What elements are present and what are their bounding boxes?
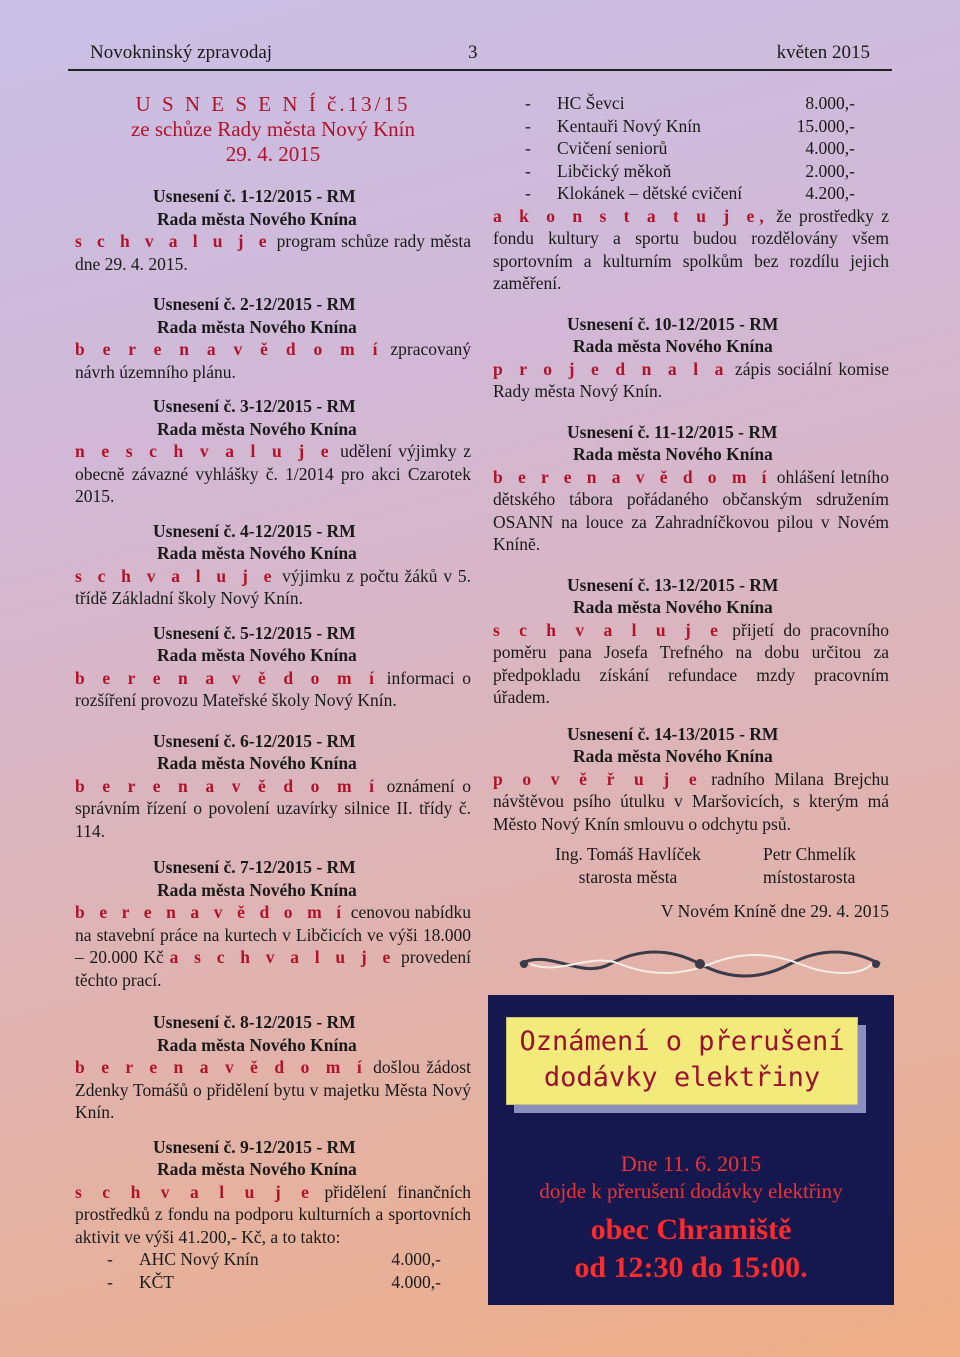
notice-title-card — [506, 1017, 858, 1105]
grant-list — [75, 1248, 471, 1293]
resolution-body: Rada města Nového Knína — [157, 208, 357, 229]
resolution-verb: b e r e n a v ě d o m í — [75, 339, 383, 359]
resolution-verb: b e r e n a v ě d o m í — [75, 1057, 367, 1077]
resolution-verb: s c h v a l u j e — [75, 1181, 314, 1202]
resolution-number: Usnesení č. 7-12/2015 - RM — [153, 857, 356, 877]
publication-name: Novokninský zpravodaj — [90, 42, 273, 63]
title-line1: U S N E S E N Í č.13/15 — [135, 92, 411, 116]
resolution-body: Rada města Nového Knína — [157, 316, 357, 337]
list-name: Libčický měkoň — [557, 160, 672, 181]
list-dash: - — [107, 1271, 113, 1292]
resolution-body: Rada města Nového Knína — [157, 879, 357, 900]
resolution-title — [75, 92, 471, 167]
resolution-text: výjimku z počtu žáků v 5. třídě Základní školy Nový Knín. — [75, 565, 471, 608]
list-item — [493, 92, 889, 115]
resolution-verb: p r o j e d n a l a — [493, 358, 729, 379]
notice-message: dojde k přerušení dodávky elektřiny — [539, 1179, 843, 1203]
resolution-verb: b e r e n a v ě d o m í — [493, 466, 772, 487]
resolution-body: Rada města Nového Knína — [157, 1159, 357, 1179]
resolution-number: Usnesení č. 6-12/2015 - RM — [153, 730, 356, 751]
resolution-text: zpracovaný návrh územního plánu. — [75, 339, 471, 382]
resolution-verb-2: a s c h v a l u j e — [169, 947, 396, 967]
list-name: Kentauři Nový Knín — [557, 115, 701, 136]
signature-name: Ing. Tomáš Havlíček — [555, 844, 701, 864]
resolution-number: Usnesení č. 8-12/2015 - RM — [153, 1012, 356, 1032]
resolution-verb: s c h v a l u j e — [75, 231, 272, 251]
resolution-body: Rada města Nového Knína — [573, 597, 773, 617]
resolution-verb: n e s c h v a l u j e — [75, 441, 334, 461]
resolution-text: přidělení finančních prostředků z fondu na podporu kulturních a sportovních aktivit ve výši 41.200,- Kč, a to takto: — [75, 1181, 471, 1247]
resolution-number: Usnesení č. 13-12/2015 - RM — [567, 574, 779, 595]
title-line3: 29. 4. 2015 — [225, 142, 321, 166]
resolution-number: Usnesení č. 1-12/2015 - RM — [153, 186, 356, 206]
resolution-10 — [493, 313, 889, 403]
resolution-number: Usnesení č. 9-12/2015 - RM — [153, 1136, 356, 1157]
resolution-8 — [75, 1011, 471, 1124]
signature-role: starosta města — [578, 866, 678, 887]
resolution-text: došlou žádost Zdenky Tomášů o přidělení bytu v majetku Města Nový Knín. — [75, 1057, 471, 1122]
power-outage-notice — [488, 995, 894, 1305]
list-name: Cvičení seniorů — [557, 138, 668, 158]
notice-time: od 12:30 do 15:00. — [574, 1251, 808, 1284]
resolution-body: Rada města Nového Knína — [157, 753, 357, 773]
resolution-verb: s c h v a l u j e — [75, 565, 277, 586]
resolution-number: Usnesení č. 5-12/2015 - RM — [153, 622, 356, 643]
resolution-text: program schůze rady města dne 29. 4. 2015. — [75, 231, 472, 274]
notice-title-line1: Oznámení o přerušení — [519, 1026, 845, 1057]
title-line2: ze schůze Rady města Nový Knín — [130, 117, 415, 141]
resolution-5 — [75, 622, 471, 712]
resolution-verb: b e r e n a v ě d o m í — [75, 775, 380, 796]
resolution-body: Rada města Nového Knína — [573, 444, 773, 464]
resolution-3 — [75, 395, 471, 508]
resolution-number: Usnesení č. 2-12/2015 - RM — [153, 294, 356, 314]
right-column — [493, 92, 889, 923]
list-name: AHC Nový Knín — [139, 1249, 259, 1269]
resolution-number: Usnesení č. 4-12/2015 - RM — [153, 520, 356, 541]
left-column — [75, 92, 471, 1293]
notice-title-line2: dodávky elektřiny — [543, 1062, 821, 1093]
resolution-body: Rada města Nového Knína — [157, 645, 357, 665]
decorative-divider-ornament — [510, 946, 890, 982]
resolution-6 — [75, 730, 471, 843]
resolution-13 — [493, 574, 889, 709]
signature-mayor — [493, 843, 763, 888]
list-dash: - — [525, 115, 531, 136]
signature-deputy — [763, 843, 889, 888]
resolution-body: Rada města Nového Knína — [157, 418, 357, 439]
list-item — [493, 115, 889, 138]
list-amount: 8.000,- — [805, 93, 855, 113]
resolution-text: informaci o rozšíření provozu Mateřské školy Nový Knín. — [75, 667, 471, 710]
resolution-text: oznámení o správním řízení o povolení uzavírky silnice II. třídy č. 114. — [75, 775, 471, 841]
resolution-text: cenovou nabídku na stavební práce na kurtech v Libčicích ve výši 18.000 – 20.000 Kč — [75, 902, 471, 967]
resolution-verb: s c h v a l u j e — [493, 619, 723, 640]
list-amount: 4.000,- — [805, 138, 855, 158]
list-item — [75, 1271, 471, 1294]
list-name: Klokánek – dětské cvičení — [557, 183, 743, 203]
konstatuje-paragraph — [493, 205, 889, 295]
resolution-body: Rada města Nového Knína — [573, 746, 773, 766]
resolution-verb: b e r e n a v ě d o m í — [75, 902, 347, 922]
signatures — [493, 843, 889, 888]
page-header — [68, 40, 892, 70]
resolution-text: udělení výjimky z obecně závazné vyhlášky č. 1/2014 pro akci Czarotek 2015. — [75, 441, 471, 506]
resolution-body: Rada města Nového Knína — [157, 1034, 357, 1055]
list-amount: 2.000,- — [805, 160, 855, 181]
resolution-text-2: provedení těchto prací. — [75, 947, 472, 990]
list-dash: - — [525, 160, 531, 181]
list-dash: - — [107, 1249, 113, 1269]
resolution-4 — [75, 520, 471, 610]
header-rule — [68, 69, 892, 71]
signature-name: Petr Chmelík — [763, 844, 856, 864]
list-amount: 4.000,- — [391, 1249, 441, 1269]
resolution-verb: a k o n s t a t u j e, — [493, 205, 769, 226]
list-item — [493, 160, 889, 183]
notice-date: Dne 11. 6. 2015 — [620, 1151, 762, 1176]
list-dash: - — [525, 93, 531, 113]
issue-date: květen 2015 — [776, 42, 870, 63]
notice-village: obec Chramiště — [590, 1213, 792, 1246]
resolution-verb: p o v ě ř u j e — [493, 768, 702, 789]
grant-list-continued — [493, 92, 889, 205]
list-name: KČT — [139, 1271, 174, 1292]
resolution-body: Rada města Nového Knína — [157, 543, 357, 563]
resolution-text: ohlášení letního dětského tábora pořádaného občanským sdružením OSANN na louce za Zahradníčkovou pilou v Novém Knínĕ. — [493, 466, 889, 554]
resolution-verb: b e r e n a v ě d o m í — [75, 667, 380, 688]
resolution-body: Rada města Nového Knína — [573, 336, 773, 356]
resolution-number: Usnesení č. 10-12/2015 - RM — [567, 313, 779, 334]
resolution-text: že prostředky z fondu kultury a sportu budou rozdělovány všem sportovním a kulturním spolkům bez rozdílu jejich zaměření. — [493, 205, 889, 293]
resolution-number: Usnesení č. 11-12/2015 - RM — [567, 421, 778, 442]
page-number: 3 — [468, 42, 478, 63]
signing-date: V Novém Kníně dne 29. 4. 2015 — [660, 901, 889, 921]
resolution-7 — [75, 856, 471, 991]
list-item — [75, 1248, 471, 1271]
resolution-text: přijetí do pracovního poměru pana Josefa Trefného na dobu určitou za předpokladu získání refundace mzdy pracovním úřadem. — [493, 619, 889, 707]
resolution-14 — [493, 723, 889, 836]
resolution-number: Usnesení č. 14-13/2015 - RM — [567, 723, 779, 744]
list-amount: 4.000,- — [391, 1271, 441, 1292]
resolution-1 — [75, 185, 471, 275]
resolution-9 — [75, 1136, 471, 1249]
list-amount: 15.000,- — [796, 115, 855, 136]
resolution-11 — [493, 421, 889, 556]
resolution-number: Usnesení č. 3-12/2015 - RM — [153, 396, 356, 416]
list-dash: - — [525, 138, 531, 158]
resolution-text: radního Milana Brejchu návštěvou psího útulku v Maršovicích, s kterým má Město Nový Knín smlouvu o odchytu psů. — [493, 768, 889, 834]
list-item — [493, 182, 889, 205]
list-dash: - — [525, 183, 531, 203]
list-item — [493, 137, 889, 160]
resolution-text: zápis sociální komise Rady města Nový Knín. — [493, 358, 889, 401]
resolution-2 — [75, 293, 471, 383]
signature-role: místostarosta — [763, 866, 856, 887]
list-amount: 4.200,- — [805, 183, 855, 203]
list-name: HC Ševci — [557, 93, 625, 113]
